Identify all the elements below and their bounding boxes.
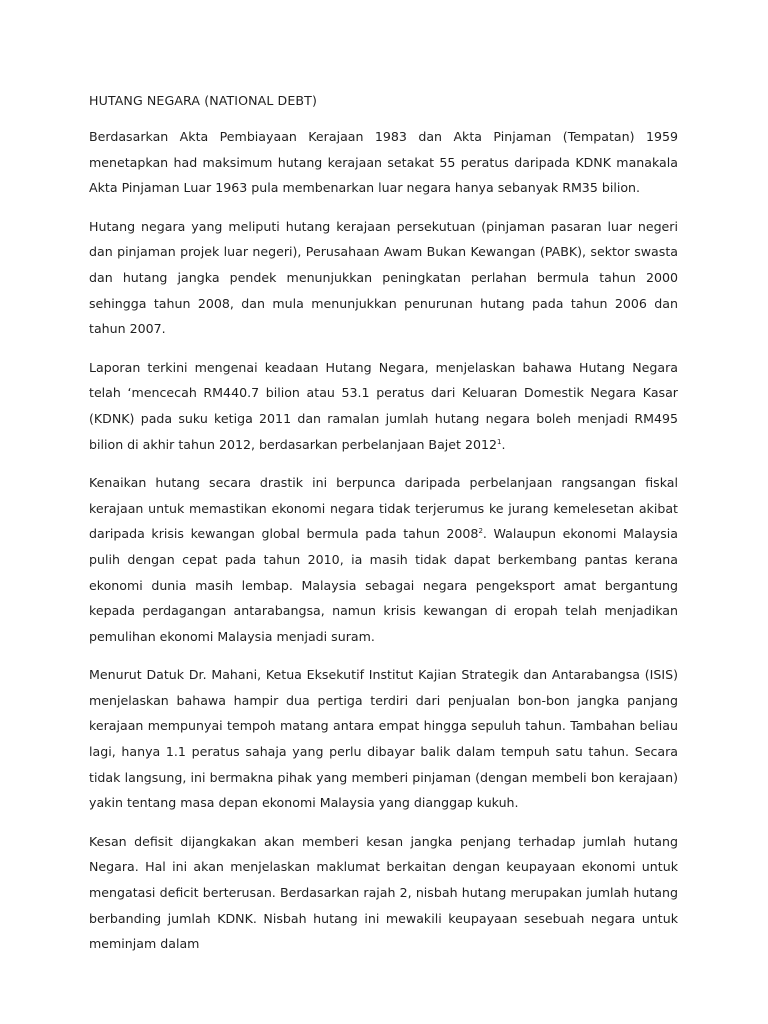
paragraph-latest-report-end: . — [501, 436, 506, 452]
document-title: HUTANG NEGARA (NATIONAL DEBT) — [89, 93, 317, 108]
paragraph-latest-report — [89, 355, 678, 457]
paragraph-debt-increase-text: Kenaikan hutang secara drastik ini berpunca daripada perbelanjaan rangsangan fiskal kerajaan untuk memastikan ekonomi negara tidak terjerumus ke jurang kemelesetan akibat daripada krisis kewangan global bermula pada tahun 2008 — [89, 475, 678, 542]
paragraph-latest-report-text: Laporan terkini mengenai keadaan Hutang Negara, menjelaskan bahawa Hutang Negara telah ‘mencecah RM440.7 bilion atau 53.1 peratus dari Keluaran Domestik Negara Kasar (KDNK) pada suku ketiga 2011 dan ramalan jumlah hutang negara boleh menjadi RM495 bilion di akhir tahun 2012, berdasarkan perbelanjaan Bajet 2012 — [89, 359, 678, 452]
footnote-marker-1: 1 — [497, 437, 502, 446]
paragraph-debt-increase-end: . Walaupun ekonomi Malaysia pulih dengan cepat pada tahun 2010, ia masih tidak dapat berkembang pantas kerana ekonomi dunia masih lembap. Malaysia sebagai negara pengeksport amat bergantung kepada perdagangan antarabangsa, namun krisis kewangan di eropah telah menjadikan pemulihan ekonomi Malaysia menjadi suram. — [89, 526, 678, 644]
paragraph-debt-increase — [89, 470, 678, 649]
footnote-marker-2: 2 — [478, 527, 483, 536]
paragraph-isis-comment: Menurut Datuk Dr. Mahani, Ketua Eksekutif Institut Kajian Strategik dan Antarabangsa (ISIS) menjelaskan bahawa hampir dua pertiga terdiri dari penjualan bon-bon jangka panjang kerajaan mempunyai tempoh matang antara empat hingga sepuluh tahun. Tambahan beliau lagi, hanya 1.1 peratus sahaja yang perlu dibayar balik dalam tempuh satu tahun. Secara tidak langsung, ini bermakna pihak yang memberi pinjaman (dengan membeli bon kerajaan) yakin tentang masa depan ekonomi Malaysia yang dianggap kukuh. — [89, 667, 678, 811]
paragraph-legal-limit: Berdasarkan Akta Pembiayaan Kerajaan 1983 dan Akta Pinjaman (Tempatan) 1959 menetapkan had maksimum hutang kerajaan setakat 55 peratus daripada KDNK manakala Akta Pinjaman Luar 1963 pula membenarkan luar negara hanya sebanyak RM35 bilion. — [89, 129, 678, 196]
paragraph-deficit-effect: Kesan defisit dijangkakan akan memberi kesan jangka penjang terhadap jumlah hutang Negara. Hal ini akan menjelaskan maklumat berkaitan dengan keupayaan ekonomi untuk mengatasi deficit berterusan. Berdasarkan rajah 2, nisbah hutang merupakan jumlah hutang berbanding jumlah KDNK. Nisbah hutang ini mewakili keupayaan sesebuah negara untuk meminjam dalam — [89, 833, 678, 952]
paragraph-debt-scope: Hutang negara yang meliputi hutang kerajaan persekutuan (pinjaman pasaran luar negeri dan pinjaman projek luar negeri), Perusahaan Awam Bukan Kewangan (PABK), sektor swasta dan hutang jangka pendek menunjukkan peningkatan perlahan bermula tahun 2000 sehingga tahun 2008, dan mula menunjukkan penurunan hutang pada tahun 2006 dan tahun 2007. — [89, 218, 678, 337]
document-body — [89, 92, 678, 957]
